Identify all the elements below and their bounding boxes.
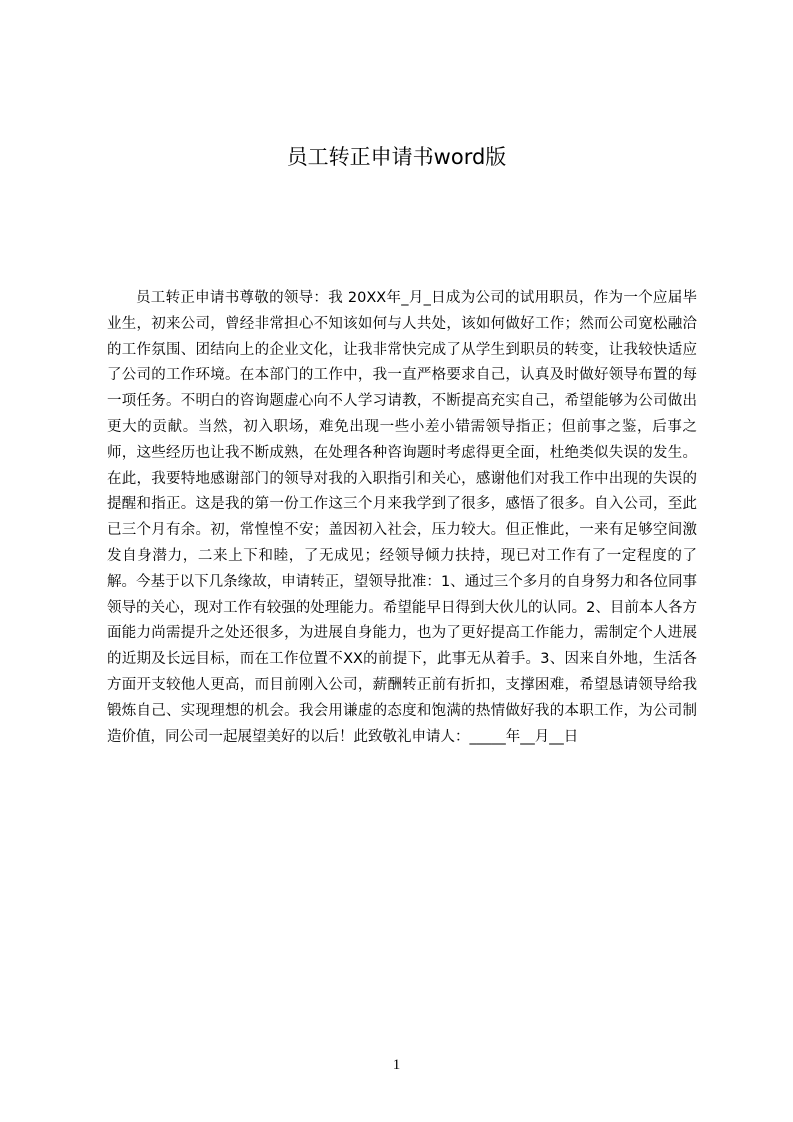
document-body-paragraph: 员工转正申请书尊敬的领导：我 20XX年_月_日成为公司的试用职员，作为一个应届毕业生，初来公司，曾经非常担心不知该如何与人共处，该如何做好工作；然而公司宽松融洽的工作氛围、团结向上的企业文化，让我非常快完成了从学生到职员的转变，让我较快适应了公司的工作环境。在本部门的工作中，我一直严格要求自己，认真及时做好领导布置的每一项任务。不明白的咨询题虚心向不人学习请教，不断提高充实自己，希望能够为公司做出更大的贡献。当然，初入职场，难免出现一些小差小错需领导指正；但前事之鉴，后事之师，这些经历也让我不断成熟，在处理各种咨询题时考虑得更全面，杜绝类似失误的发生。在此，我要特地感谢部门的领导对我的入职指引和关心，感谢他们对我工作中出现的失误的提醒和指正。这是我的第一份工作这三个月来我学到了很多，感悟了很多。自入公司，至此已三个月有余。初，常惶惶不安；盖因初入社会，压力较大。但正惟此，一来有足够空间激发自身潜力，二来上下和睦，了无成见；经领导倾力扶持，现已对工作有了一定程度的了解。今基于以下几条缘故，申请转正，望领导批准：1、通过三个多月的自身努力和各位同事领导的关心，现对工作有较强的处理能力。希望能早日得到大伙儿的认同。2、目前本人各方面能力尚需提升之处还很多，为进展自身能力，也为了更好提高工作能力，需制定个人进展的近期及长远目标，而在工作位置不XX的前提下，此事无从着手。3、因来自外地，生活各方面开支较他人更高，而目前刚入公司，薪酬转正前有折扣，支撑困难，希望恳请领导给我锻炼自己、实现理想的机会。我会用谦虚的态度和饱满的热情做好我的本职工作，为公司制造价值，同公司一起展望美好的以后！此致敬礼申请人：_____年__月__日 [107, 290, 697, 745]
document-title: 员工转正申请书word版 [286, 145, 507, 169]
page-number: 1 [392, 1057, 401, 1073]
